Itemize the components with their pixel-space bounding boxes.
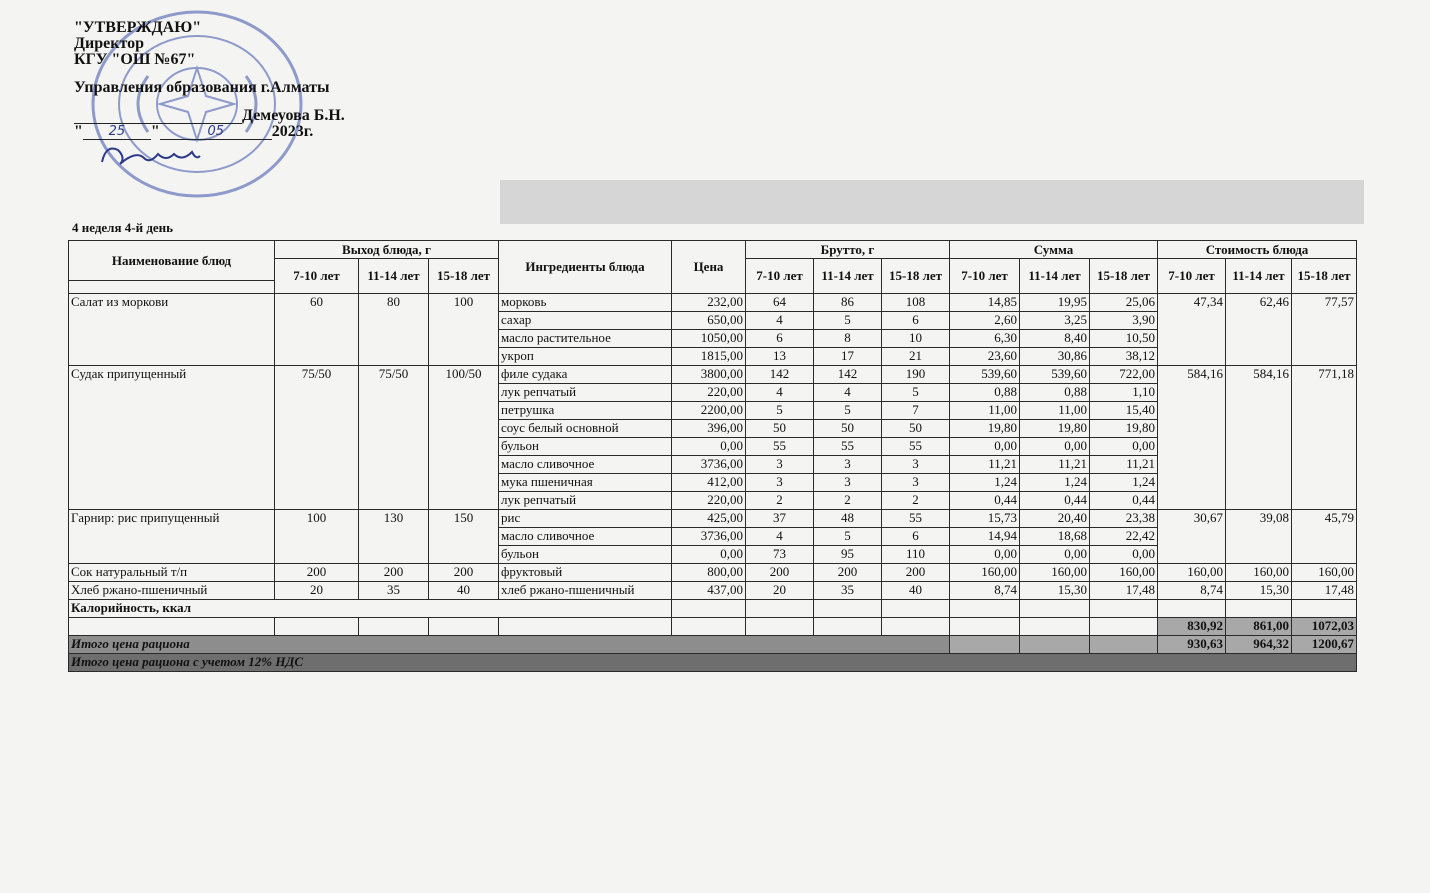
total-shade-cell (1020, 636, 1090, 654)
dish-cost: 62,46 (1226, 294, 1292, 366)
ingredient-sum: 539,60 (950, 366, 1020, 384)
calories-cell (882, 600, 950, 618)
blank-cell (359, 618, 429, 636)
ingredient-brutto: 17 (814, 348, 882, 366)
ingredient-sum: 14,94 (950, 528, 1020, 546)
ingredient-sum: 1,24 (1020, 474, 1090, 492)
dish-cost: 47,34 (1158, 294, 1226, 366)
ingredient-brutto: 3 (814, 474, 882, 492)
dish-cost: 160,00 (1158, 564, 1226, 582)
signature-line (74, 108, 345, 124)
ingredient-brutto: 5 (814, 402, 882, 420)
dish-cost: 584,16 (1226, 366, 1292, 510)
ingredient-name: мука пшеничная (499, 474, 672, 492)
total-shade-cell (950, 636, 1020, 654)
week-day-title: 4 неделя 4-й день (72, 220, 174, 235)
blank-cell (69, 618, 275, 636)
ingredient-brutto: 3 (746, 456, 814, 474)
date-month: 05 (160, 125, 272, 140)
ingredient-sum: 1,24 (950, 474, 1020, 492)
ingredient-brutto: 4 (746, 528, 814, 546)
ingredient-brutto: 40 (882, 582, 950, 600)
ingredient-brutto: 50 (746, 420, 814, 438)
table-row (69, 564, 1357, 582)
header-price: Цена (672, 241, 746, 294)
header-age-out-1: 7-10 лет (275, 259, 359, 294)
table-row (69, 294, 1357, 312)
ingredient-sum: 15,30 (1020, 582, 1090, 600)
ingredient-price: 232,00 (672, 294, 746, 312)
ingredient-brutto: 5 (746, 402, 814, 420)
department-name: Управления образования г.Алматы (74, 79, 330, 96)
ingredient-brutto: 55 (746, 438, 814, 456)
ingredient-brutto: 55 (814, 438, 882, 456)
dish-cost: 771,18 (1292, 366, 1357, 510)
ingredient-sum: 0,00 (1090, 438, 1158, 456)
header-age-cost-3: 15-18 лет (1292, 259, 1357, 294)
ingredient-brutto: 200 (814, 564, 882, 582)
ingredient-brutto: 50 (814, 420, 882, 438)
blank-cell (499, 618, 672, 636)
ingredient-sum: 19,80 (950, 420, 1020, 438)
ingredient-sum: 0,44 (1090, 492, 1158, 510)
ingredient-name: хлеб ржано-пшеничный (499, 582, 672, 600)
ingredient-brutto: 6 (882, 528, 950, 546)
dish-output: 40 (429, 582, 499, 600)
dish-output: 150 (429, 510, 499, 564)
ingredient-price: 220,00 (672, 492, 746, 510)
calories-cell (1292, 600, 1357, 618)
ingredient-sum: 0,00 (950, 546, 1020, 564)
date-quote-mid: " (150, 123, 160, 140)
ingredient-name: лук репчатый (499, 492, 672, 510)
blank-cell (672, 618, 746, 636)
ingredient-sum: 0,88 (1020, 384, 1090, 402)
ingredient-price: 396,00 (672, 420, 746, 438)
ingredient-name: рис (499, 510, 672, 528)
date-year: 2023г. (271, 123, 314, 140)
dish-cost: 17,48 (1292, 582, 1357, 600)
ingredient-sum: 160,00 (950, 564, 1020, 582)
calories-cell (1020, 600, 1090, 618)
ingredient-price: 650,00 (672, 312, 746, 330)
dish-name: Судак припущенный (69, 366, 275, 510)
ingredient-price: 425,00 (672, 510, 746, 528)
date-line (74, 124, 345, 140)
ingredient-sum: 1,10 (1090, 384, 1158, 402)
ingredient-brutto: 3 (814, 456, 882, 474)
header-age-sum-2: 11-14 лет (1020, 259, 1090, 294)
ingredient-brutto: 86 (814, 294, 882, 312)
ingredient-price: 3736,00 (672, 456, 746, 474)
ingredient-sum: 11,21 (1020, 456, 1090, 474)
ingredient-brutto: 55 (882, 510, 950, 528)
calories-cell (1226, 600, 1292, 618)
blank-cell (814, 618, 882, 636)
ingredient-name: бульон (499, 546, 672, 564)
ingredient-brutto: 48 (814, 510, 882, 528)
ingredient-name: укроп (499, 348, 672, 366)
director-name: Демеуова Б.Н. (242, 107, 345, 124)
dish-cost: 15,30 (1226, 582, 1292, 600)
ingredient-sum: 18,68 (1020, 528, 1090, 546)
ingredient-name: масло сливочное (499, 528, 672, 546)
ingredient-price: 1050,00 (672, 330, 746, 348)
ingredient-name: бульон (499, 438, 672, 456)
dish-output: 100/50 (429, 366, 499, 510)
blank-cell (1090, 618, 1158, 636)
approval-block (74, 20, 345, 140)
total-shade-cell (1090, 636, 1158, 654)
ingredient-brutto: 21 (882, 348, 950, 366)
ingredient-price: 1815,00 (672, 348, 746, 366)
approve-title: "УТВЕРЖДАЮ" (74, 19, 202, 36)
ingredient-sum: 1,24 (1090, 474, 1158, 492)
ingredient-brutto: 13 (746, 348, 814, 366)
header-age-brutto-2: 11-14 лет (814, 259, 882, 294)
ingredient-name: фруктовый (499, 564, 672, 582)
ingredient-sum: 23,60 (950, 348, 1020, 366)
calories-cell (1090, 600, 1158, 618)
ingredient-sum: 160,00 (1020, 564, 1090, 582)
ingredient-sum: 0,00 (950, 438, 1020, 456)
ingredient-brutto: 5 (882, 384, 950, 402)
header-age-cost-1: 7-10 лет (1158, 259, 1226, 294)
ingredient-name: масло растительное (499, 330, 672, 348)
blank-cell (882, 618, 950, 636)
ingredient-name: масло сливочное (499, 456, 672, 474)
dish-cost: 160,00 (1226, 564, 1292, 582)
ingredient-sum: 19,80 (1020, 420, 1090, 438)
blank-cell (275, 618, 359, 636)
dish-cost: 160,00 (1292, 564, 1357, 582)
ingredient-sum: 0,00 (1020, 546, 1090, 564)
header-age-out-3: 15-18 лет (429, 259, 499, 294)
dish-output: 200 (359, 564, 429, 582)
ingredient-price: 800,00 (672, 564, 746, 582)
ingredient-brutto: 5 (814, 312, 882, 330)
dish-cost: 584,16 (1158, 366, 1226, 510)
calories-cell (950, 600, 1020, 618)
blank-cell (429, 618, 499, 636)
ingredient-sum: 20,40 (1020, 510, 1090, 528)
ingredient-sum: 0,88 (950, 384, 1020, 402)
ingredient-brutto: 108 (882, 294, 950, 312)
calories-label: Калорийность, ккал (69, 600, 672, 618)
dish-cost: 30,67 (1158, 510, 1226, 564)
dish-output: 75/50 (275, 366, 359, 510)
ingredient-sum: 8,40 (1020, 330, 1090, 348)
table-row (69, 366, 1357, 384)
header-age-brutto-1: 7-10 лет (746, 259, 814, 294)
menu-table-body (69, 294, 1357, 600)
ingredient-brutto: 142 (746, 366, 814, 384)
calories-cell (672, 600, 746, 618)
ingredient-price: 0,00 (672, 546, 746, 564)
calories-cell (746, 600, 814, 618)
header-spacer (69, 281, 275, 294)
ingredient-brutto: 37 (746, 510, 814, 528)
dish-name: Салат из моркови (69, 294, 275, 366)
ingredient-sum: 11,21 (1090, 456, 1158, 474)
header-brutto: Брутто, г (746, 241, 950, 259)
calories-cell (1158, 600, 1226, 618)
total-vat-label: Итого цена рациона с учетом 12% НДС (69, 654, 1357, 672)
ingredient-price: 3800,00 (672, 366, 746, 384)
ingredient-name: соус белый основной (499, 420, 672, 438)
ingredient-brutto: 50 (882, 420, 950, 438)
ingredient-price: 2200,00 (672, 402, 746, 420)
ingredient-sum: 2,60 (950, 312, 1020, 330)
ingredient-brutto: 55 (882, 438, 950, 456)
header-dish-name: Наименование блюд (69, 241, 275, 281)
ingredient-sum: 8,74 (950, 582, 1020, 600)
ingredient-brutto: 3 (882, 456, 950, 474)
total-15-18: 1072,03 (1292, 618, 1357, 636)
organization-name: КГУ "ОШ №67" (74, 51, 196, 68)
ingredient-sum: 23,38 (1090, 510, 1158, 528)
ingredient-name: петрушка (499, 402, 672, 420)
date-quote-open: " (74, 123, 83, 140)
dish-output: 60 (275, 294, 359, 366)
ingredient-brutto: 73 (746, 546, 814, 564)
ingredient-brutto: 6 (882, 312, 950, 330)
ingredient-sum: 38,12 (1090, 348, 1158, 366)
total-vat-15-18: 1200,67 (1292, 636, 1357, 654)
ingredient-brutto: 6 (746, 330, 814, 348)
dish-output: 35 (359, 582, 429, 600)
ingredient-brutto: 4 (746, 312, 814, 330)
ingredient-sum: 22,42 (1090, 528, 1158, 546)
dish-output: 130 (359, 510, 429, 564)
ingredient-brutto: 3 (882, 474, 950, 492)
ingredient-brutto: 2 (746, 492, 814, 510)
ingredient-sum: 10,50 (1090, 330, 1158, 348)
dish-output: 20 (275, 582, 359, 600)
ingredient-price: 437,00 (672, 582, 746, 600)
header-cost: Стоимость блюда (1158, 241, 1357, 259)
dish-output: 75/50 (359, 366, 429, 510)
ingredient-sum: 722,00 (1090, 366, 1158, 384)
total-11-14: 861,00 (1226, 618, 1292, 636)
dish-output: 100 (429, 294, 499, 366)
ingredient-sum: 0,00 (1020, 438, 1090, 456)
ingredient-brutto: 2 (882, 492, 950, 510)
ingredient-brutto: 200 (882, 564, 950, 582)
total-label: Итого цена рациона (69, 636, 950, 654)
dish-cost: 39,08 (1226, 510, 1292, 564)
ingredient-sum: 3,90 (1090, 312, 1158, 330)
ingredient-brutto: 110 (882, 546, 950, 564)
ingredient-brutto: 10 (882, 330, 950, 348)
menu-cost-table (68, 240, 1357, 672)
signature-blank (74, 109, 242, 124)
total-7-10: 830,92 (1158, 618, 1226, 636)
ingredient-brutto: 64 (746, 294, 814, 312)
ingredient-sum: 30,86 (1020, 348, 1090, 366)
dish-output: 200 (275, 564, 359, 582)
ingredient-name: сахар (499, 312, 672, 330)
ingredient-brutto: 4 (746, 384, 814, 402)
ingredient-price: 412,00 (672, 474, 746, 492)
ingredient-sum: 15,40 (1090, 402, 1158, 420)
blank-cell (950, 618, 1020, 636)
header-age-out-2: 11-14 лет (359, 259, 429, 294)
ingredient-brutto: 190 (882, 366, 950, 384)
ingredient-sum: 0,44 (1020, 492, 1090, 510)
ingredient-brutto: 35 (814, 582, 882, 600)
total-vat-7-10: 930,63 (1158, 636, 1226, 654)
header-output: Выход блюда, г (275, 241, 499, 259)
ingredient-brutto: 2 (814, 492, 882, 510)
ingredient-sum: 17,48 (1090, 582, 1158, 600)
ingredient-sum: 14,85 (950, 294, 1020, 312)
ingredient-name: лук репчатый (499, 384, 672, 402)
header-age-sum-3: 15-18 лет (1090, 259, 1158, 294)
ingredient-sum: 19,80 (1090, 420, 1158, 438)
calories-cell (814, 600, 882, 618)
header-age-cost-2: 11-14 лет (1226, 259, 1292, 294)
ingredient-sum: 0,44 (950, 492, 1020, 510)
ingredient-brutto: 4 (814, 384, 882, 402)
ingredient-brutto: 20 (746, 582, 814, 600)
ingredient-brutto: 7 (882, 402, 950, 420)
ingredient-brutto: 8 (814, 330, 882, 348)
ingredient-brutto: 142 (814, 366, 882, 384)
handwritten-signature-icon (96, 140, 206, 170)
dish-name: Гарнир: рис припущенный (69, 510, 275, 564)
date-day: 25 (83, 125, 151, 140)
ingredient-sum: 6,30 (950, 330, 1020, 348)
blank-cell (746, 618, 814, 636)
ingredient-brutto: 5 (814, 528, 882, 546)
ingredient-brutto: 200 (746, 564, 814, 582)
dish-output: 100 (275, 510, 359, 564)
header-age-sum-1: 7-10 лет (950, 259, 1020, 294)
ingredient-price: 220,00 (672, 384, 746, 402)
ingredient-name: морковь (499, 294, 672, 312)
ingredient-sum: 0,00 (1090, 546, 1158, 564)
scan-shadow-band (500, 180, 1364, 224)
ingredient-price: 0,00 (672, 438, 746, 456)
dish-cost: 8,74 (1158, 582, 1226, 600)
dish-name: Хлеб ржано-пшеничный (69, 582, 275, 600)
ingredient-sum: 160,00 (1090, 564, 1158, 582)
header-sum: Сумма (950, 241, 1158, 259)
table-row (69, 582, 1357, 600)
blank-cell (1020, 618, 1090, 636)
ingredient-sum: 19,95 (1020, 294, 1090, 312)
ingredient-sum: 11,21 (950, 456, 1020, 474)
table-row (69, 510, 1357, 528)
ingredient-sum: 3,25 (1020, 312, 1090, 330)
dish-cost: 77,57 (1292, 294, 1357, 366)
dish-output: 80 (359, 294, 429, 366)
dish-output: 200 (429, 564, 499, 582)
director-position: Директор (74, 35, 144, 52)
ingredient-price: 3736,00 (672, 528, 746, 546)
ingredient-sum: 25,06 (1090, 294, 1158, 312)
header-age-brutto-3: 15-18 лет (882, 259, 950, 294)
dish-cost: 45,79 (1292, 510, 1357, 564)
ingredient-sum: 15,73 (950, 510, 1020, 528)
ingredient-sum: 11,00 (1020, 402, 1090, 420)
total-vat-11-14: 964,32 (1226, 636, 1292, 654)
ingredient-sum: 539,60 (1020, 366, 1090, 384)
ingredient-brutto: 95 (814, 546, 882, 564)
ingredient-name: филе судака (499, 366, 672, 384)
dish-name: Сок натуральный т/п (69, 564, 275, 582)
ingredient-sum: 11,00 (950, 402, 1020, 420)
ingredient-brutto: 3 (746, 474, 814, 492)
header-ingredients: Ингредиенты блюда (499, 241, 672, 294)
